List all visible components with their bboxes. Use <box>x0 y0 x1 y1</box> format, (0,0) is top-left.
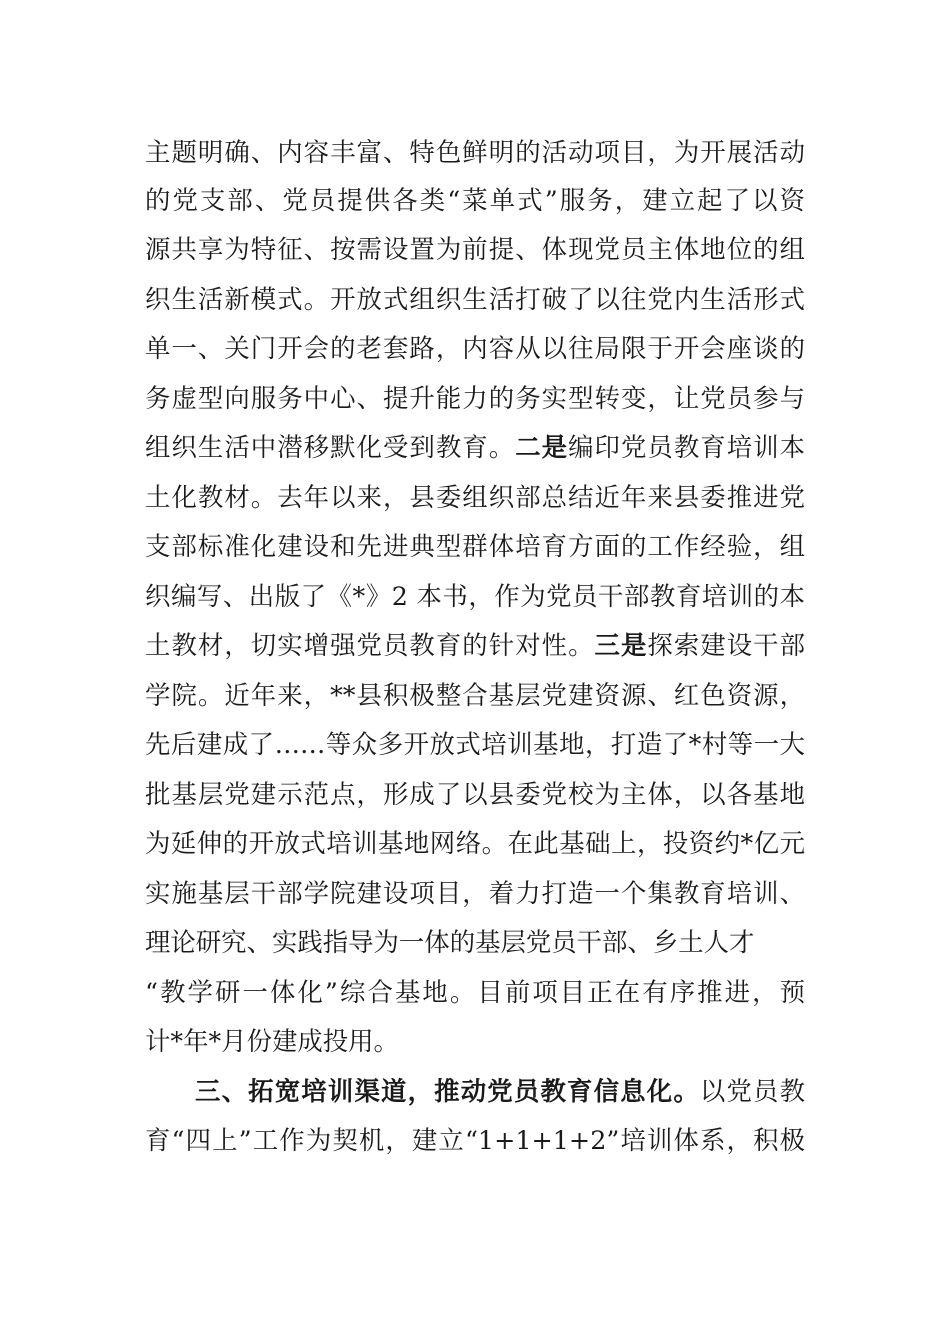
text-line: 织编写、出版了《*》2 本书，作为党员干部教育培训的本 <box>145 581 805 611</box>
text-line: 计*年*月份建成投用。 <box>145 1026 399 1056</box>
text-line: “教学研一体化”综合基地。目前项目正在有序推进，预 <box>145 977 805 1007</box>
text-run: 组织生活中潜移默化受到教育。 <box>145 432 516 462</box>
text-line: 理论研究、实践指导为一体的基层党员干部、乡土人才 <box>145 927 755 957</box>
text-line: 单一、关门开会的老套路，内容从以往局限于开会座谈的 <box>145 333 805 363</box>
text-line: 育“四上”工作为契机，建立“1+1+1+2”培训体系，积极 <box>145 1125 805 1155</box>
text-line: 源共享为特征、按需设置为前提、体现党员主体地位的组 <box>145 234 805 264</box>
section-heading: 三、拓宽培训渠道，推动党员教育信息化。 <box>195 1076 700 1106</box>
text-line: 织生活新模式。开放式组织生活打破了以往党内生活形式 <box>145 284 805 314</box>
text-line <box>145 429 805 465</box>
text-line: 土化教材。去年以来，县委组织部总结近年来县委推进党 <box>145 482 805 512</box>
text-line: 批基层党建示范点，形成了以县委党校为主体，以各基地 <box>145 779 805 809</box>
text-line: 先后建成了……等众多开放式培训基地，打造了*村等一大 <box>145 729 805 759</box>
text-line: 学院。近年来，**县积极整合基层党建资源、红色资源， <box>145 680 805 710</box>
text-line <box>145 627 805 663</box>
text-line: 实施基层干部学院建设项目，着力打造一个集教育培训、 <box>145 878 805 908</box>
text-run: 探索建设干部 <box>647 630 806 660</box>
text-run: 编印党员教育培训本 <box>568 432 806 462</box>
text-line: 的党支部、党员提供各类“菜单式”服务，建立起了以资 <box>145 185 805 215</box>
text-line: 务虚型向服务中心、提升能力的务实型转变，让党员参与 <box>145 383 805 413</box>
text-line: 为延伸的开放式培训基地网络。在此基础上，投资约*亿元 <box>145 828 805 858</box>
section-heading-line <box>195 1073 805 1109</box>
text-run: 土教材，切实增强党员教育的针对性。 <box>145 630 595 660</box>
bold-marker: 二是 <box>515 432 569 462</box>
text-line: 支部标准化建设和先进典型群体培育方面的工作经验，组 <box>145 531 805 561</box>
bold-marker: 三是 <box>594 630 648 660</box>
text-run: 以党员教 <box>699 1076 806 1106</box>
text-line: 主题明确、内容丰富、特色鲜明的活动项目，为开展活动 <box>145 137 805 167</box>
